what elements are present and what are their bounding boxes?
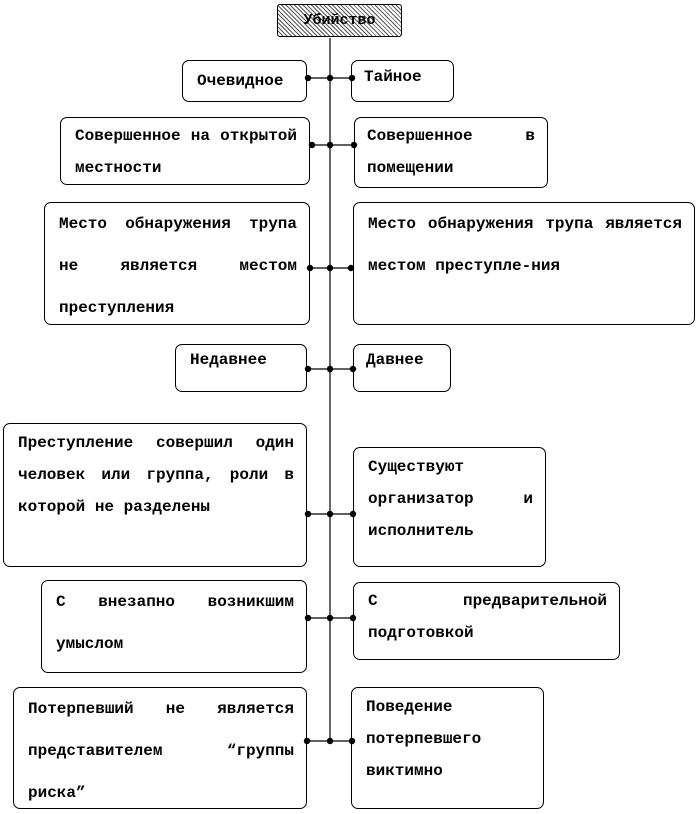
node-text: Совершенное на открытой местности xyxy=(75,127,297,177)
node-text: Место обнаружения трупа является местом преступле-ния xyxy=(368,215,682,275)
connector-dot xyxy=(327,738,333,744)
node-text: Поведение потерпевшего виктимно xyxy=(366,698,482,780)
connector-dot xyxy=(305,615,311,621)
node-text: Давнее xyxy=(366,351,424,369)
connector-dot xyxy=(350,366,356,372)
connector-dot xyxy=(349,75,355,81)
connector-dot xyxy=(305,75,311,81)
node-text: Существуют организатор и исполнитель xyxy=(368,458,533,540)
connector-dot xyxy=(327,511,333,517)
node-text: Потерпевший не является представителем “группы риска” xyxy=(28,700,294,802)
node-text: С предварительной подготовкой xyxy=(368,592,607,642)
title-text: Убийство xyxy=(303,12,376,29)
connector-dot xyxy=(305,366,311,372)
connector-dot xyxy=(309,142,315,148)
node-text: Место обнаружения трупа не является местом преступления xyxy=(59,215,297,317)
connector-dot xyxy=(349,738,355,744)
connector-dot xyxy=(348,265,354,271)
connector-dot xyxy=(327,615,333,621)
connector-dot xyxy=(327,265,333,271)
node-text: Тайное xyxy=(364,68,422,86)
node-text: Преступление совершил один человек или группа, роли в которой не разделены xyxy=(18,434,294,516)
connector-dot xyxy=(327,366,333,372)
connector-dot xyxy=(327,142,333,148)
connector-dot xyxy=(327,75,333,81)
connector-dot xyxy=(305,511,311,517)
node-text: С внезапно возникшим умыслом xyxy=(56,593,294,653)
node-text: Очевидное xyxy=(197,72,284,90)
connector-dot xyxy=(350,615,356,621)
connector-dot xyxy=(307,265,313,271)
connector-dot xyxy=(351,142,357,148)
connector-dot xyxy=(350,511,356,517)
node-text: Совершенное в помещении xyxy=(367,127,535,177)
node-text: Недавнее xyxy=(190,351,267,369)
connector-dot xyxy=(304,738,310,744)
